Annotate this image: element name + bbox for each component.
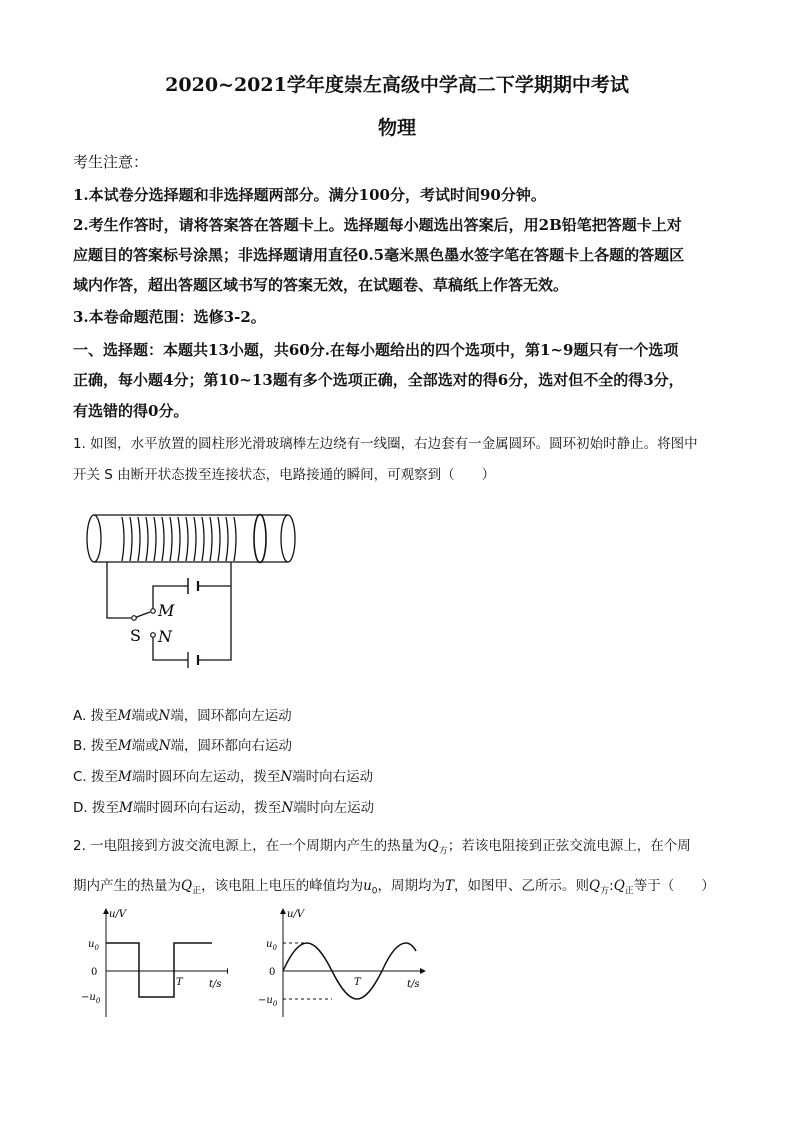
notice-item-2-line-2: 应题目的答案标号涂黑；非选择题请用直径0.5毫米黑色墨水签字笔在答题卡上各题的答题区 bbox=[73, 246, 685, 264]
switch-n-label: N bbox=[158, 627, 172, 646]
section-1-line-2: 正确，每小题4分；第10~13题有多个选项正确，全部选对的得6分，选对但不全的得3分， bbox=[73, 371, 684, 389]
section-1-line-3: 有选错的得0分。 bbox=[73, 402, 189, 420]
square-wave-graph bbox=[78, 905, 228, 1020]
notice-item-2-line-3: 域内作答，超出答题区域书写的答案无效，在试题卷、草稿纸上作答无效。 bbox=[73, 276, 569, 294]
graph-b-period: T bbox=[354, 977, 361, 988]
q2-stem-line-2: 期内产生的热量为$Q_正$，该电阻上电压的峰值均为$u_0$，周期均为T，如图甲、乙所示。则$Q_方:Q_正$等于（ ） bbox=[73, 878, 715, 897]
graph-a-ylabel: u/V bbox=[109, 909, 127, 920]
graph-b-neg-peak: $-u_0$ bbox=[258, 995, 278, 1008]
subject-title: 物理 bbox=[377, 117, 416, 139]
q2-stem-line-1: 2. 一电阻接到方波交流电源上，在一个周期内产生的热量为$Q_方$；若该电阻接到正弦交流电源上，在个周 bbox=[73, 838, 691, 857]
graph-a-period: T bbox=[176, 977, 183, 988]
notice-item-1: 1.本试卷分选择题和非选择题两部分。满分100分，考试时间90分钟。 bbox=[73, 186, 546, 204]
switch-s-label: S bbox=[130, 626, 141, 645]
switch-m-label: M bbox=[158, 601, 175, 620]
sine-wave-graph bbox=[258, 905, 428, 1020]
q1-option-c[interactable]: C. 拨至M端时圆环向左运动，拨至N端时向右运动 bbox=[73, 769, 374, 785]
graph-a-zero: 0 bbox=[91, 967, 98, 978]
notice-item-3: 3.本卷命题范围：选修3-2。 bbox=[73, 308, 266, 326]
notice-item-2-line-1: 2.考生作答时，请将答案答在答题卡上。选择题每小题选出答案后，用2B铅笔把答题卡上对 bbox=[73, 216, 682, 234]
graph-b-ylabel: u/V bbox=[287, 909, 305, 920]
q1-stem-line-1: 1. 如图，水平放置的圆柱形光滑玻璃棒左边绕有一线圈，右边套有一金属圆环。圆环初始时静止。将图中 bbox=[73, 436, 698, 452]
exam-title: 2020~2021学年度崇左高级中学高二下学期期中考试 bbox=[165, 74, 629, 96]
section-1-line-1: 一、选择题：本题共13小题，共60分.在每小题给出的四个选项中，第1~9题只有一个选项 bbox=[73, 341, 679, 359]
graph-b-pos-peak: $u_0$ bbox=[266, 939, 277, 952]
q1-stem-line-2: 开关 S 由断开状态拨至连接状态，电路接通的瞬间，可观察到（ ） bbox=[73, 467, 496, 483]
graph-a-xlabel: t/s bbox=[209, 979, 222, 990]
graph-b-zero: 0 bbox=[269, 967, 276, 978]
graph-b-xlabel: t/s bbox=[407, 979, 420, 990]
coil-ring-figure bbox=[80, 505, 310, 675]
q1-option-d[interactable]: D. 拨至M端时圆环向右运动，拨至N端时向左运动 bbox=[73, 800, 375, 816]
notice-heading: 考生注意： bbox=[73, 153, 149, 171]
q1-option-a[interactable]: A. 拨至M端或N端，圆环都向左运动 bbox=[73, 708, 292, 724]
q1-option-b[interactable]: B. 拨至M端或N端，圆环都向右运动 bbox=[73, 738, 292, 754]
graph-a-pos-peak: $u_0$ bbox=[88, 939, 99, 952]
graph-a-neg-peak: $-u_0$ bbox=[81, 992, 101, 1005]
